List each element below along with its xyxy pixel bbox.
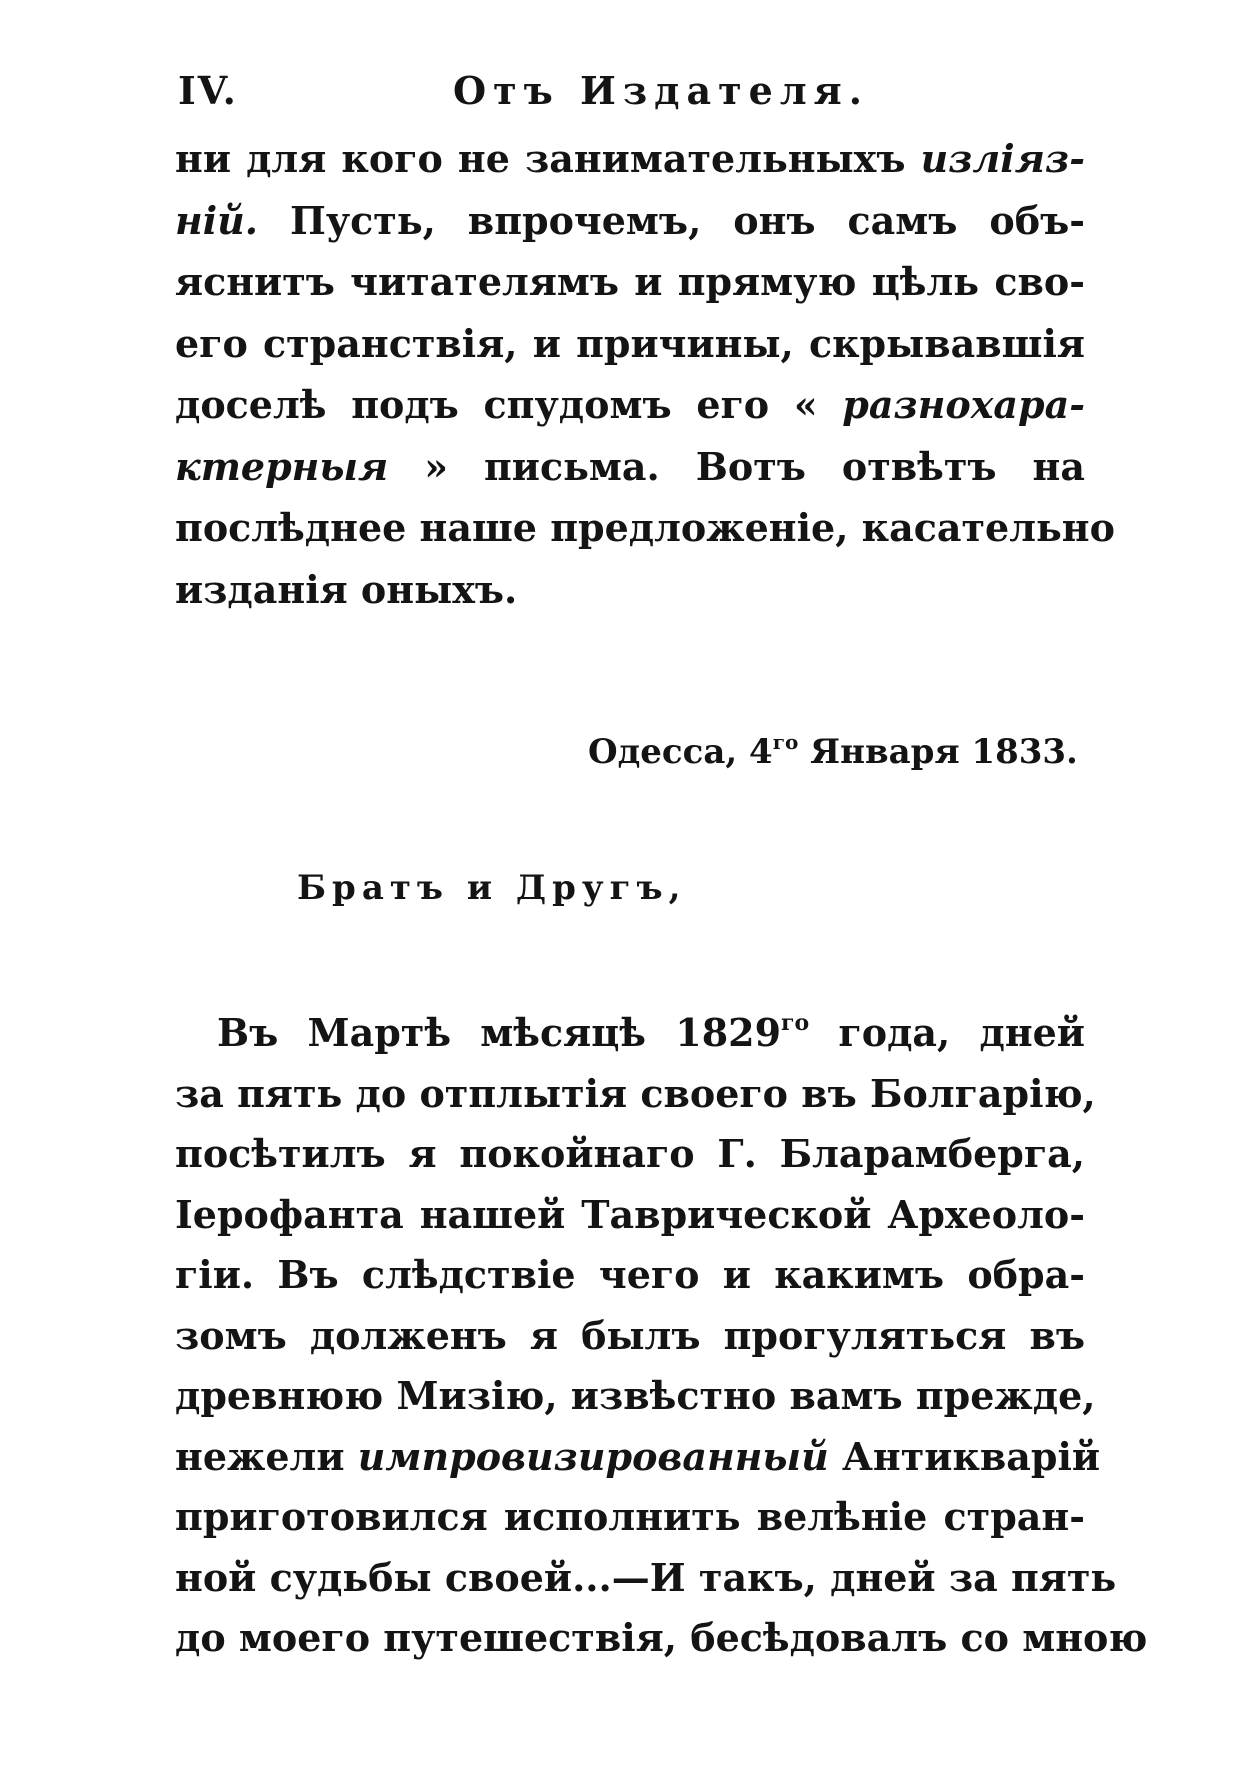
text-line: приготовился исполнить велѣніе стран- <box>175 1494 1085 1539</box>
text-line: ной судьбы своей...—И такъ, дней за пять <box>175 1554 1117 1600</box>
salutation: Братъ и Другъ, <box>297 868 687 908</box>
text-line: послѣднее наше предложеніе, касательно <box>175 505 1115 550</box>
text-line: его странствія, и причины, скрывавшія <box>175 320 1085 366</box>
page-header <box>178 68 1078 118</box>
text-line: древнюю Мизію, извѣстно вамъ прежде, <box>175 1373 1096 1418</box>
paragraph-publisher-note <box>175 128 1115 620</box>
text-line: Іерофанта нашей Таврической Археоло- <box>175 1191 1085 1237</box>
text-line: изданія оныхъ. <box>175 566 518 612</box>
running-title: Отъ Издателя. <box>453 68 869 113</box>
text-line: ктерныя » письма. Вотъ отвѣтъ на <box>175 443 1085 489</box>
text-line: до моего путешествія, бесѣдовалъ со мною <box>175 1615 1148 1660</box>
page-number: IV. <box>178 68 238 113</box>
text-line: за пять до отплытія своего въ Болгарію, <box>175 1070 1096 1116</box>
text-line: посѣтилъ я покойнаго Г. Бларамберга, <box>175 1131 1085 1176</box>
text-line: гіи. Въ слѣдствіе чего и какимъ обра- <box>175 1252 1085 1297</box>
paragraph-letter <box>175 1003 1148 1669</box>
text-line: Въ Мартѣ мѣсяцѣ $1829^{го}$ года, дней <box>217 1010 1085 1055</box>
text-line: нежели импровизированный Антикварій <box>175 1433 1101 1479</box>
text-line: доселѣ подъ спудомъ его « разнохара- <box>175 382 1085 427</box>
text-line: яснитъ читателямъ и прямую цѣль сво- <box>175 259 1085 304</box>
date-line: Одесса, $4^{го}$ Января 1833. <box>588 730 1078 772</box>
text-line: зомъ долженъ я былъ прогуляться въ <box>175 1312 1085 1358</box>
text-line: ни для кого не занимательныхъ изліяз- <box>175 136 1085 181</box>
text-line: ній. Пусть, впрочемъ, онъ самъ объ- <box>175 197 1085 243</box>
